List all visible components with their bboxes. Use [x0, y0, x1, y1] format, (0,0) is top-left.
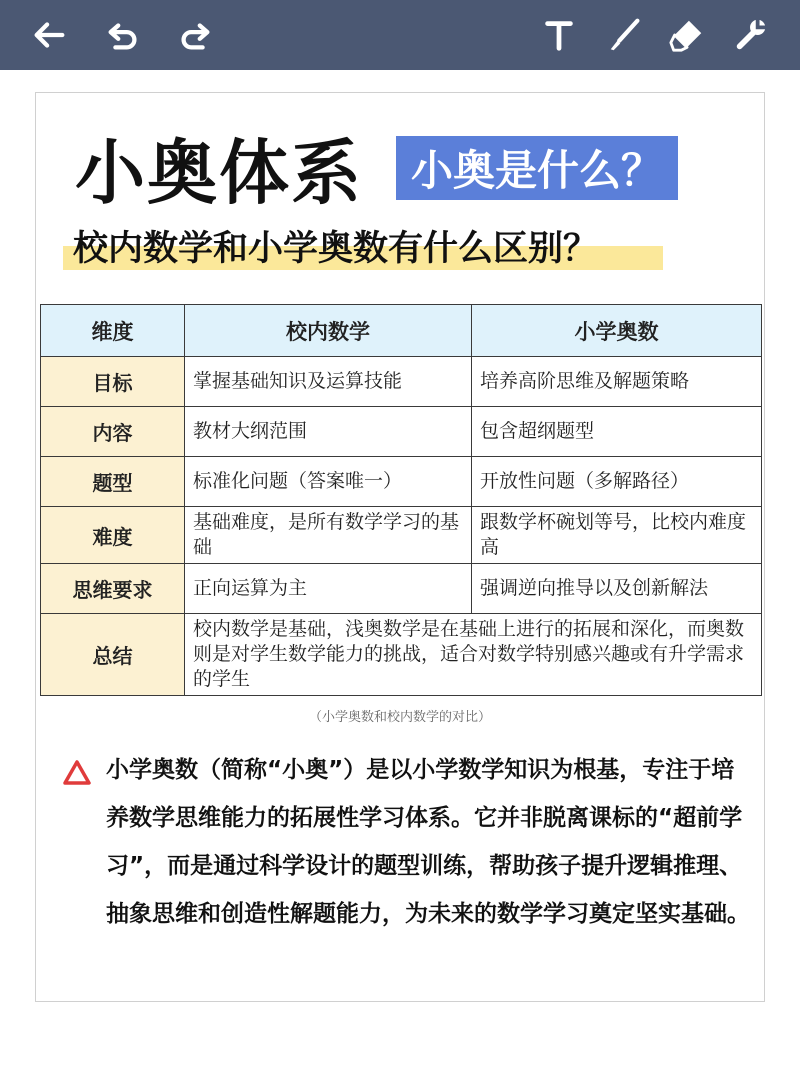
- undo-icon: [104, 16, 142, 54]
- redo-button[interactable]: [170, 10, 220, 60]
- dimension-cell: 目标: [41, 357, 185, 407]
- toolbar: [0, 0, 800, 70]
- warning-triangle-icon: [62, 758, 92, 788]
- dimension-cell: 难度: [41, 507, 185, 564]
- undo-button[interactable]: [98, 10, 148, 60]
- olympiad-math-cell: 强调逆向推导以及创新解法: [472, 564, 762, 614]
- table-row: [41, 507, 762, 564]
- olympiad-math-cell: 跟数学杯碗划等号，比校内难度高: [472, 507, 762, 564]
- school-math-cell: 标准化问题（答案唯一）: [185, 457, 472, 507]
- back-arrow-icon: [30, 16, 68, 54]
- page-subtitle: 校内数学和小学奥数有什么区别？: [73, 229, 599, 269]
- table-header-cell: 小学奥数: [472, 305, 762, 357]
- pen-tool-button[interactable]: [600, 10, 650, 60]
- description-paragraph: 小学奥数（简称“小奥”）是以小学数学知识为根基，专注于培养数学思维能力的拓展性学习体系。它并非脱离课标的“超前学习”，而是通过科学设计的题型训练，帮助孩子提升逻辑推理、抽象思维和创造性解题能力，为未来的数学学习奠定坚实基础。: [106, 757, 750, 927]
- table-row: [41, 357, 762, 407]
- comparison-table: [40, 304, 762, 696]
- dimension-cell: 内容: [41, 407, 185, 457]
- title-badge: 小奥是什么？: [396, 136, 678, 200]
- table-header-cell: 维度: [41, 305, 185, 357]
- wrench-icon: [732, 16, 770, 54]
- eraser-tool-button[interactable]: [662, 10, 712, 60]
- school-math-cell: 掌握基础知识及运算技能: [185, 357, 472, 407]
- summary-cell: 校内数学是基础，浅奥数学是在基础上进行的拓展和深化，而奥数则是对学生数学能力的挑战，适合对数学特别感兴趣或有升学需求的学生: [185, 614, 762, 696]
- table-row: [41, 457, 762, 507]
- school-math-cell: 基础难度，是所有数学学习的基础: [185, 507, 472, 564]
- olympiad-math-cell: 开放性问题（多解路径）: [472, 457, 762, 507]
- table-header-cell: 校内数学: [185, 305, 472, 357]
- text-tool-button[interactable]: [534, 10, 584, 60]
- eraser-icon: [668, 16, 706, 54]
- school-math-cell: 教材大纲范围: [185, 407, 472, 457]
- table-row: [41, 564, 762, 614]
- table-header-row: [41, 305, 762, 357]
- olympiad-math-cell: 培养高阶思维及解题策略: [472, 357, 762, 407]
- settings-tool-button[interactable]: [726, 10, 776, 60]
- text-tool-icon: [540, 16, 578, 54]
- table-caption: （小学奥数和校内数学的对比）: [308, 710, 491, 725]
- dimension-cell: 题型: [41, 457, 185, 507]
- olympiad-math-cell: 包含超纲题型: [472, 407, 762, 457]
- page-title: 小奥体系: [75, 132, 363, 214]
- redo-icon: [176, 16, 214, 54]
- dimension-cell: 总结: [41, 614, 185, 696]
- table-row: [41, 407, 762, 457]
- dimension-cell: 思维要求: [41, 564, 185, 614]
- table-summary-row: [41, 614, 762, 696]
- pen-icon: [606, 16, 644, 54]
- school-math-cell: 正向运算为主: [185, 564, 472, 614]
- back-button[interactable]: [24, 10, 74, 60]
